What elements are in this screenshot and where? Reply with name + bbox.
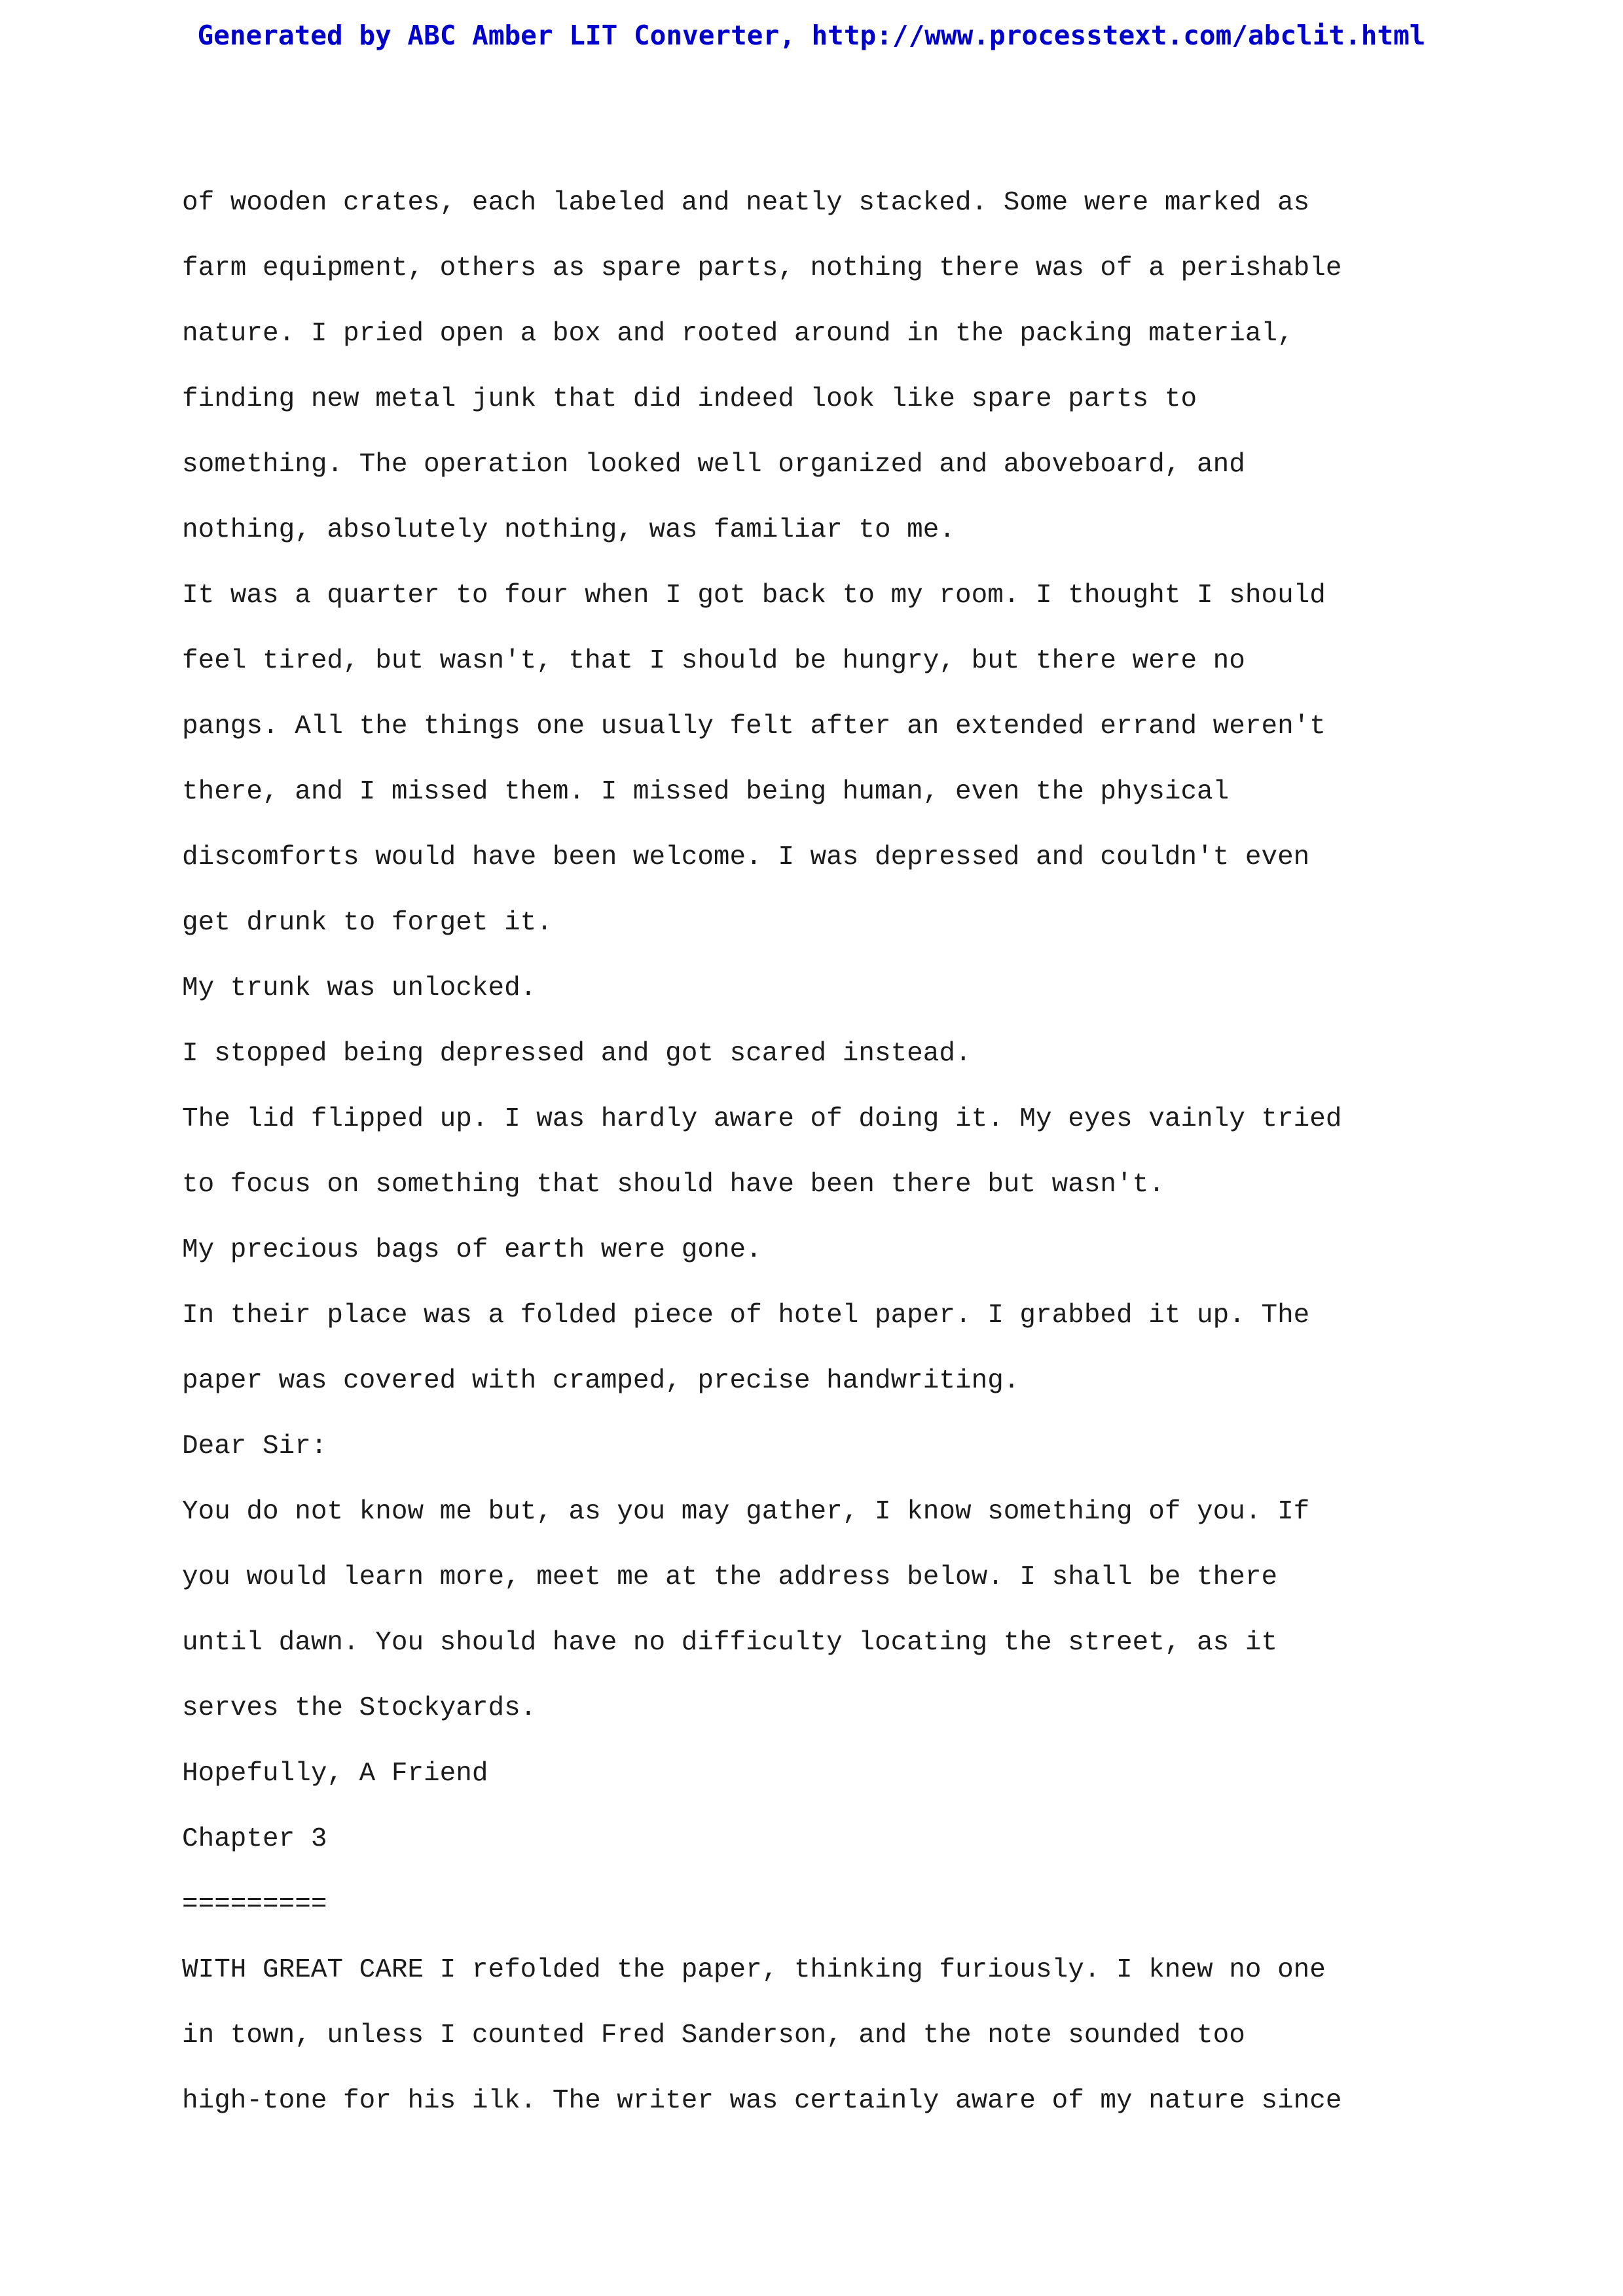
- text-line: nothing, absolutely nothing, was familiar to me.: [182, 515, 955, 545]
- text-line: high-tone for his ilk. The writer was certainly aware of my nature since: [182, 2086, 1342, 2116]
- text-line: get drunk to forget it.: [182, 908, 553, 938]
- text-line: Dear Sir:: [182, 1431, 327, 1462]
- text-line: It was a quarter to four when I got back to my room. I thought I should: [182, 581, 1326, 611]
- text-line: something. The operation looked well organized and aboveboard, and: [182, 450, 1245, 480]
- text-line: of wooden crates, each labeled and neatly stacked. Some were marked as: [182, 188, 1310, 218]
- text-line: feel tired, but wasn't, that I should be hungry, but there were no: [182, 646, 1245, 676]
- text-line: I stopped being depressed and got scared instead.: [182, 1039, 972, 1069]
- text-line: discomforts would have been welcome. I was depressed and couldn't even: [182, 842, 1310, 872]
- text-line: nature. I pried open a box and rooted around in the packing material,: [182, 319, 1294, 349]
- chapter-divider: =========: [182, 1890, 327, 1920]
- converter-header-link[interactable]: Generated by ABC Amber LIT Converter, http://www.processtext.com/abclit.html: [197, 20, 1426, 51]
- text-line: until dawn. You should have no difficulty locating the street, as it: [182, 1628, 1278, 1658]
- text-line: serves the Stockyards.: [182, 1693, 537, 1723]
- text-line: there, and I missed them. I missed being human, even the physical: [182, 777, 1230, 807]
- text-line: My trunk was unlocked.: [182, 973, 537, 1003]
- text-line: finding new metal junk that did indeed look like spare parts to: [182, 384, 1197, 414]
- text-line: you would learn more, meet me at the address below. I shall be there: [182, 1562, 1278, 1592]
- text-line: WITH GREAT CARE I refolded the paper, thinking furiously. I knew no one: [182, 1955, 1326, 1985]
- text-line: In their place was a folded piece of hotel paper. I grabbed it up. The: [182, 1300, 1310, 1331]
- text-line: pangs. All the things one usually felt after an extended errand weren't: [182, 711, 1326, 742]
- text-line: to focus on something that should have been there but wasn't.: [182, 1170, 1165, 1200]
- text-line: paper was covered with cramped, precise handwriting.: [182, 1366, 1020, 1396]
- chapter-heading: Chapter 3: [182, 1824, 327, 1854]
- document-body: [182, 170, 1491, 2134]
- text-line: My precious bags of earth were gone.: [182, 1235, 762, 1265]
- text-line: in town, unless I counted Fred Sanderson, and the note sounded too: [182, 2020, 1245, 2051]
- text-line: The lid flipped up. I was hardly aware of doing it. My eyes vainly tried: [182, 1104, 1342, 1134]
- text-line: farm equipment, others as spare parts, nothing there was of a perishable: [182, 253, 1342, 283]
- text-line: You do not know me but, as you may gather, I know something of you. If: [182, 1497, 1310, 1527]
- text-line: Hopefully, A Friend: [182, 1759, 488, 1789]
